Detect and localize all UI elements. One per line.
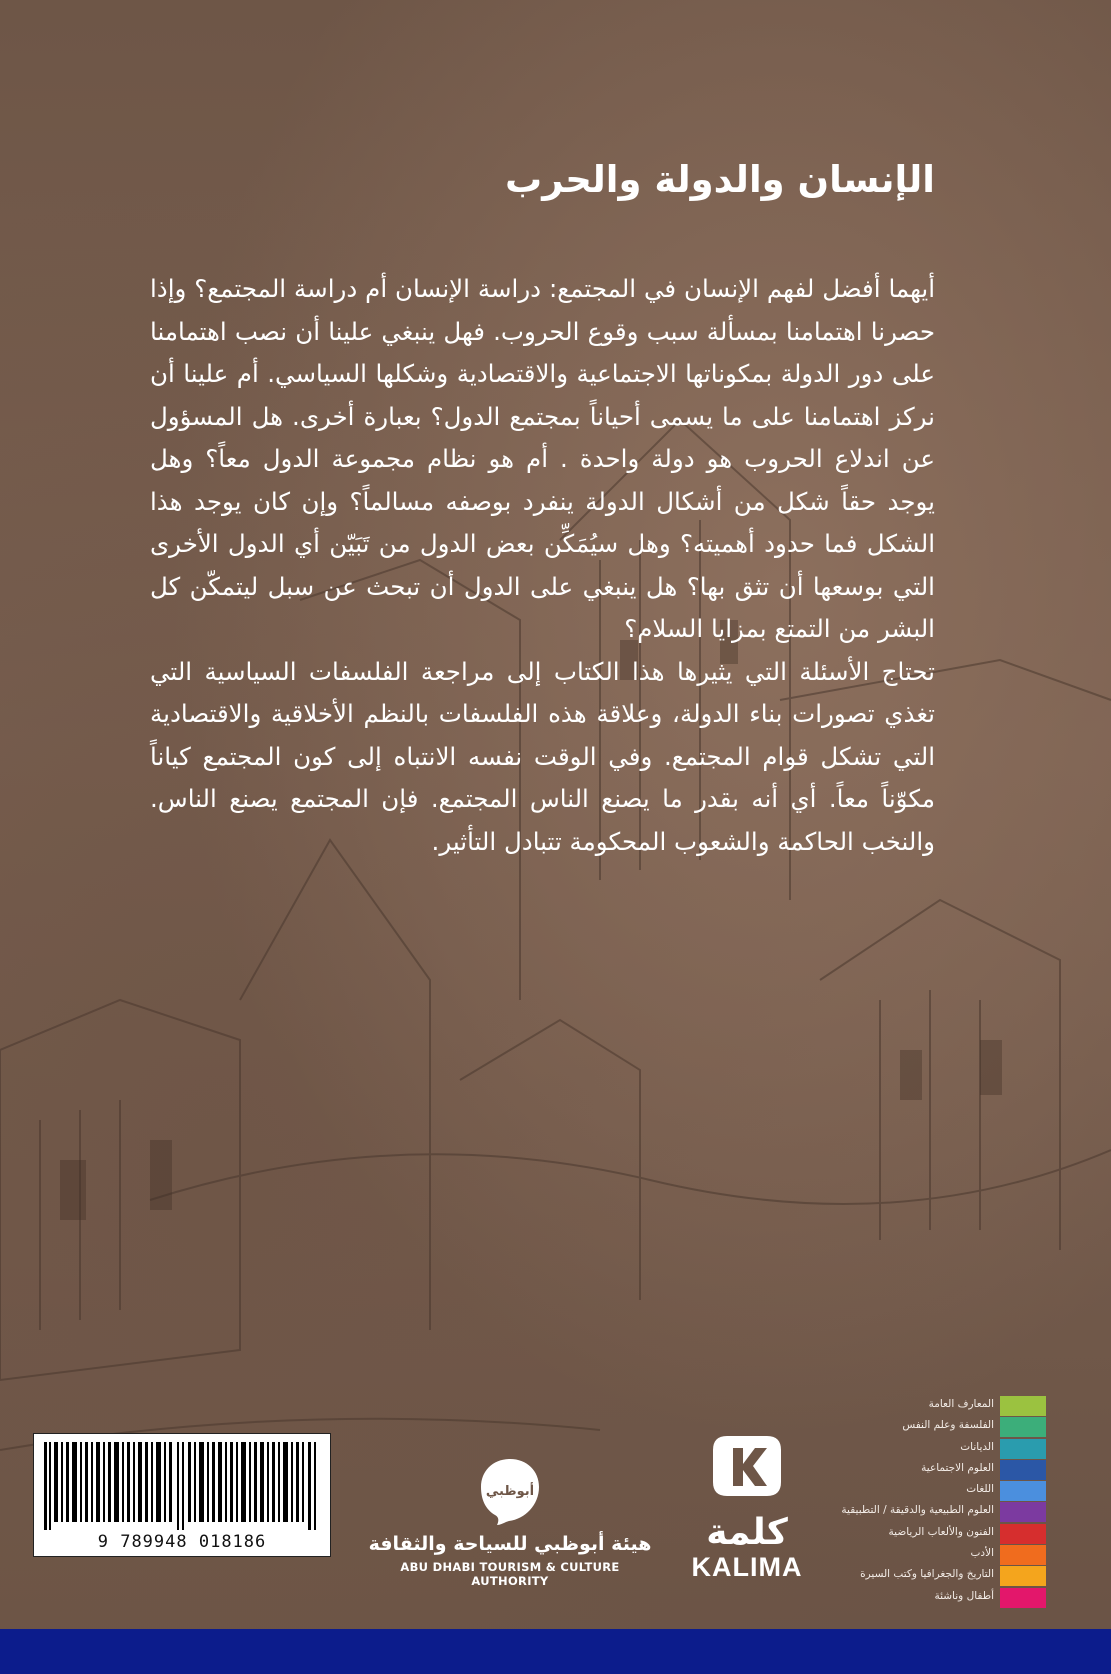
book-title: الإنسان والدولة والحرب: [505, 158, 935, 201]
category-swatch: [1000, 1396, 1046, 1416]
category-swatch: [1000, 1417, 1046, 1437]
kalima-name-arabic: كلمة: [706, 1512, 788, 1553]
category-swatch: [1000, 1588, 1046, 1608]
category-row: [842, 1481, 1054, 1502]
category-row: [842, 1524, 1054, 1545]
category-label: العلوم الطبيعية والدقيقة / التطبيقية: [841, 1504, 994, 1517]
category-label: اللغات: [966, 1483, 994, 1496]
abu-dhabi-emblem-icon: [475, 1455, 545, 1527]
category-swatch: [1000, 1502, 1046, 1522]
adta-publisher-logo: [360, 1455, 660, 1588]
category-swatch: [1000, 1460, 1046, 1480]
category-row: [842, 1417, 1054, 1438]
category-label: الفنون والألعاب الرياضية: [888, 1525, 994, 1538]
category-row: [842, 1566, 1054, 1587]
bottom-color-band: [0, 1629, 1111, 1674]
category-swatch: [1000, 1545, 1046, 1565]
category-row: [842, 1588, 1054, 1609]
category-label: الأدب: [970, 1547, 994, 1560]
category-label: الديانات: [960, 1440, 994, 1453]
category-row: [842, 1460, 1054, 1481]
blurb: [150, 268, 935, 863]
kalima-publisher-logo: [672, 1430, 822, 1580]
category-label: الفلسفة وعلم النفس: [902, 1419, 994, 1432]
category-row: [842, 1545, 1054, 1566]
category-row: [842, 1396, 1054, 1417]
emblem-text: أبوظبي: [485, 1484, 535, 1499]
category-row: [842, 1439, 1054, 1460]
isbn-barcode: [33, 1433, 331, 1557]
kalima-name-english: KALIMA: [691, 1552, 803, 1582]
barcode-bars: [42, 1442, 322, 1530]
blurb-paragraph: تحتاج الأسئلة التي يثيرها هذا الكتاب إلى مراجعة الفلسفات السياسية التي تغذي تصورات بناء الدولة، وعلاقة هذه الفلسفات بالنظم الأخلاقية والاقتصادية التي تشكل قوام المجتمع. وفي الوقت نفسه الانتباه إلى كون المجتمع كياناً مكوّناً معاً. أي أنه بقدر ما يصنع الناس المجتمع. فإن المجتمع يصنع الناس. والنخب الحاكمة والشعوب المحكومة تتبادل التأثير.: [150, 656, 935, 856]
category-label: المعارف العامة: [928, 1398, 994, 1410]
category-swatch: [1000, 1524, 1046, 1544]
category-swatch: [1000, 1481, 1046, 1501]
adta-name-arabic: هيئة أبوظبي للسياحة والثقافة: [368, 1533, 652, 1555]
adta-name-english: ABU DHABI TOURISM & CULTURE AUTHORITY: [400, 1560, 620, 1588]
category-swatch: [1000, 1439, 1046, 1459]
isbn-number: 9 789948 018186: [97, 1532, 267, 1552]
category-label: أطفال وناشئة: [934, 1589, 994, 1602]
category-swatch: [1000, 1566, 1046, 1586]
category-label: التاريخ والجغرافيا وكتب السيرة: [860, 1568, 994, 1581]
kalima-k-icon: [707, 1430, 787, 1502]
subject-category-legend: [842, 1396, 1054, 1609]
category-label: العلوم الاجتماعية: [921, 1461, 994, 1474]
blurb-paragraph: أيهما أفضل لفهم الإنسان في المجتمع: دراسة الإنسان أم دراسة المجتمع؟ وإذا حصرنا اهتمامنا بمسألة سبب وقوع الحروب. فهل ينبغي علينا أن نصب اهتمامنا على دور الدولة بمكوناتها الاجتماعية والاقتصادية وشكلها السياسي. أم علينا أن نركز اهتمامنا على ما يسمى أحياناً بمجتمع الدول؟ بعبارة أخرى. هل المسؤول عن اندلاع الحروب هو دولة واحدة . أم هو نظام مجموعة الدول معاً؟ وهل يوجد حقاً شكل من أشكال الدولة ينفرد بوصفه مسالماً؟ وإن كان يوجد هذا الشكل فما حدود أهميته؟ وهل سيُمَكِّن بعض الدول من تَبَيّن أي الدول الأخرى التي بوسعها أن تثق بها؟ هل ينبغي على الدول أن تبحث عن سبل ليتمكّن كل البشر من التمتع بمزايا السلام؟: [150, 274, 935, 643]
category-row: [842, 1502, 1054, 1523]
